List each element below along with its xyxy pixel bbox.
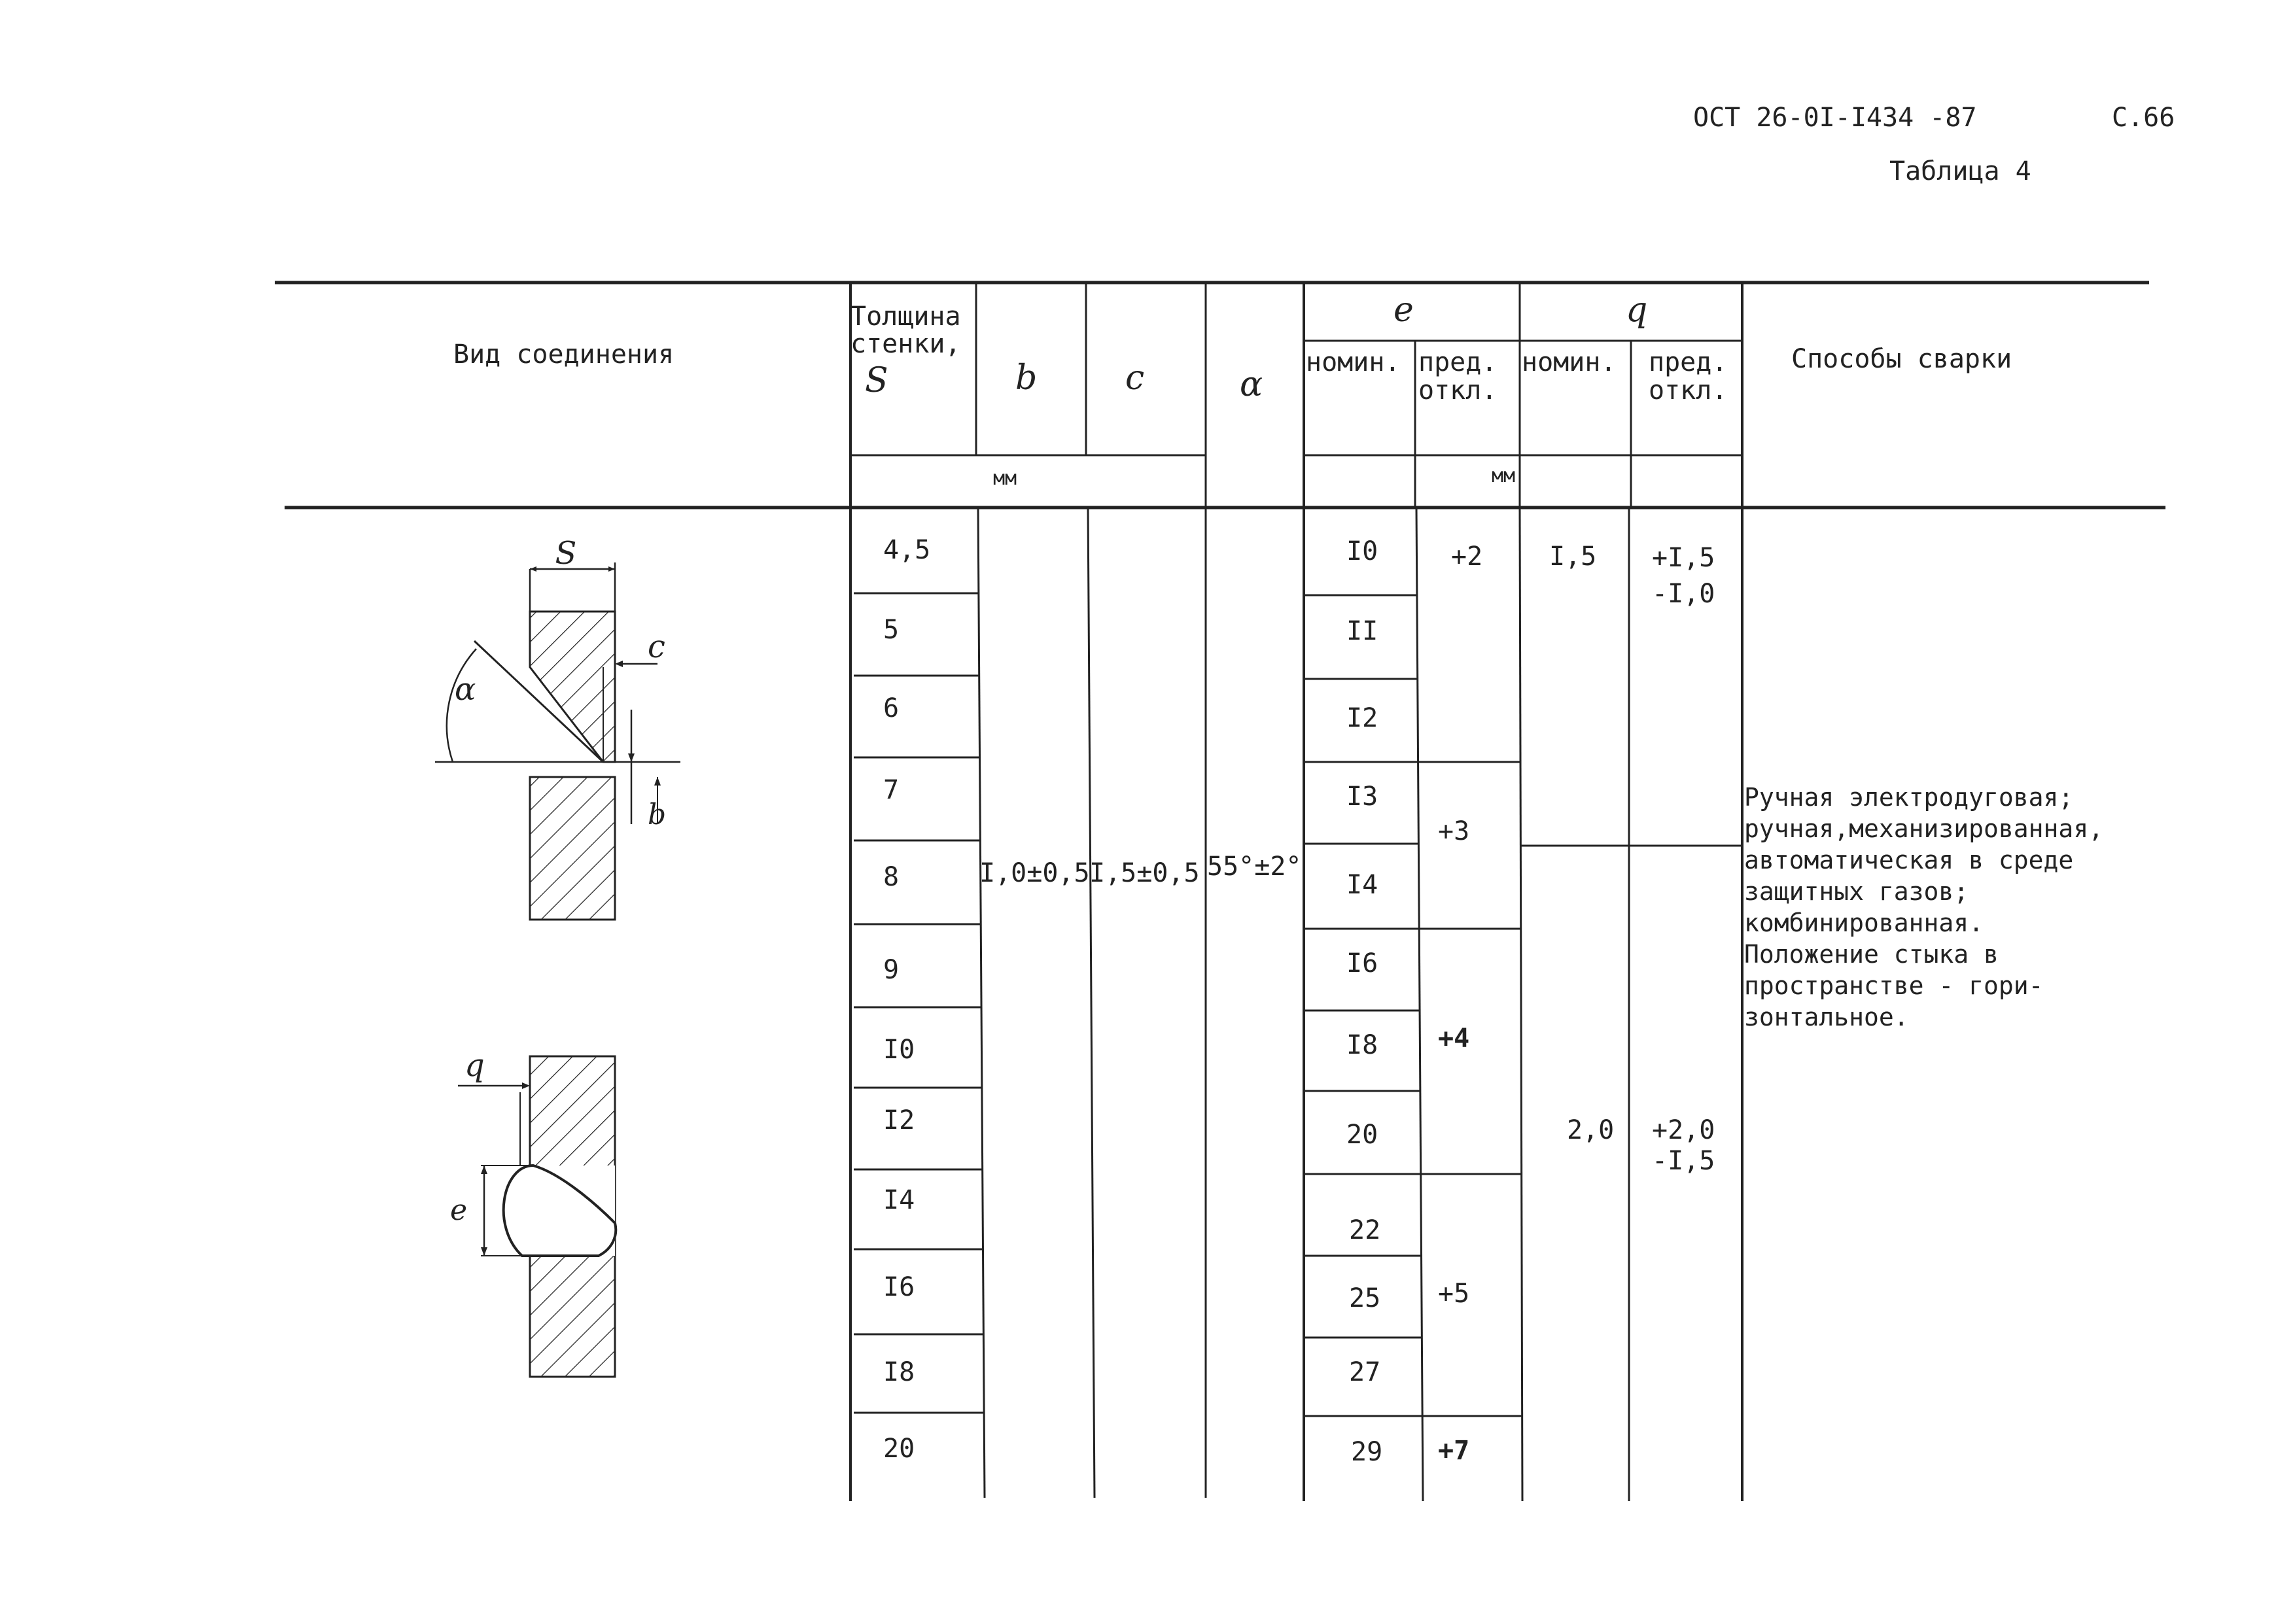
unit-mm-right: мм [1492, 464, 1516, 487]
welding-methods-line: Ручная электродуговая; [1744, 783, 2074, 812]
e-deviation-cell: +4 [1438, 1024, 1470, 1054]
welding-methods-line: ручная,механизированная, [1744, 814, 2104, 843]
thickness-cell: 6 [883, 693, 900, 723]
drawing-label-e: e [450, 1194, 468, 1227]
e-nominal-cell: 25 [1349, 1283, 1381, 1313]
thickness-cell: 20 [883, 1434, 915, 1464]
drawing-label-s: S [555, 536, 577, 572]
thickness-cell: 8 [883, 862, 900, 892]
welded-joint-drawing [458, 1056, 616, 1377]
c-value: I,5±0,5 [1089, 858, 1200, 888]
column-header-e-deviation: пред. [1418, 347, 1498, 377]
welding-methods-text [1744, 782, 2169, 1033]
q-nominal-cell: 2,0 [1567, 1115, 1615, 1145]
welding-methods-line: Положение стыка в [1744, 940, 1999, 969]
column-header-joint-type: Вид соединения [453, 339, 674, 370]
thickness-cell: I2 [883, 1105, 915, 1135]
drawing-label-q: q [464, 1047, 485, 1084]
thickness-cell: 7 [883, 775, 900, 805]
e-nominal-cell: 20 [1346, 1120, 1378, 1150]
q-deviation-cell: +2,0 [1652, 1115, 1715, 1145]
e-deviation-cell: +7 [1438, 1436, 1470, 1466]
column-header-s-symbol: S [865, 361, 888, 400]
column-header-b-symbol: b [1015, 358, 1038, 398]
table-title: Таблица 4 [1889, 156, 2031, 186]
b-value: I,0±0,5 [979, 858, 1090, 888]
welding-methods-line: комбинированная. [1744, 908, 1984, 937]
column-header-welding-methods: Способы сварки [1791, 344, 2012, 374]
joint-drawing [419, 536, 707, 1387]
unit-mm-left: мм [993, 467, 1017, 490]
thickness-cell: I4 [883, 1185, 915, 1215]
drawing-label-alpha: α [455, 671, 476, 708]
column-header-e-symbol: e [1393, 290, 1414, 330]
welding-methods-line: защитных газов; [1744, 877, 1969, 906]
column-header-alpha-symbol: α [1240, 365, 1263, 404]
thickness-cell: 5 [883, 615, 900, 645]
welding-methods-line: пространстве - гори- [1744, 971, 2044, 1000]
e-deviation-cell: +2 [1451, 542, 1483, 572]
e-nominal-cell: I8 [1346, 1030, 1378, 1060]
e-deviation-cell: +5 [1438, 1279, 1470, 1309]
e-nominal-cell: I0 [1346, 536, 1378, 566]
column-header-q-deviation-line2: откл. [1649, 375, 1728, 406]
e-nominal-cell: I4 [1346, 870, 1378, 900]
e-nominal-cell: 22 [1349, 1215, 1381, 1245]
column-header-e-nominal: номин. [1306, 347, 1401, 377]
q-nominal-cell: I,5 [1549, 542, 1597, 572]
q-deviation-cell: -I,5 [1652, 1146, 1715, 1176]
e-nominal-cell: I3 [1346, 782, 1378, 812]
thickness-cell: I6 [883, 1272, 915, 1302]
column-header-q-deviation: пред. [1649, 347, 1728, 377]
column-header-c-symbol: c [1125, 358, 1145, 398]
column-header-q-nominal: номин. [1522, 347, 1617, 377]
e-nominal-cell: II [1346, 616, 1378, 646]
column-header-e-deviation-line2: откл. [1418, 375, 1498, 406]
e-nominal-cell: I2 [1346, 703, 1378, 733]
q-deviation-cell: -I,0 [1652, 579, 1715, 609]
drawing-label-b: b [648, 798, 667, 831]
document-code: ОСТ 26-0I-I434 -87 [1693, 103, 1977, 133]
page-number: С.66 [2112, 103, 2175, 133]
bevel-joint-drawing [435, 562, 680, 920]
thickness-cell: 4,5 [883, 535, 931, 565]
welding-methods-line: зонтальное. [1744, 1003, 1909, 1031]
alpha-value: 55°±2° [1207, 852, 1302, 882]
q-deviation-cell: +I,5 [1652, 543, 1715, 573]
e-nominal-cell: 27 [1349, 1357, 1381, 1387]
column-header-wall-thickness-line2: стенки, [850, 329, 961, 359]
thickness-cell: 9 [883, 955, 900, 985]
e-nominal-cell: I6 [1346, 948, 1378, 978]
column-header-q-symbol: q [1626, 290, 1648, 330]
welding-methods-line: автоматическая в среде [1744, 846, 2074, 874]
thickness-cell: I8 [883, 1357, 915, 1387]
column-header-wall-thickness: Толщина [850, 302, 961, 332]
drawing-label-c: c [648, 629, 665, 665]
e-deviation-cell: +3 [1438, 816, 1470, 846]
e-nominal-cell: 29 [1351, 1437, 1383, 1467]
thickness-cell: I0 [883, 1035, 915, 1065]
